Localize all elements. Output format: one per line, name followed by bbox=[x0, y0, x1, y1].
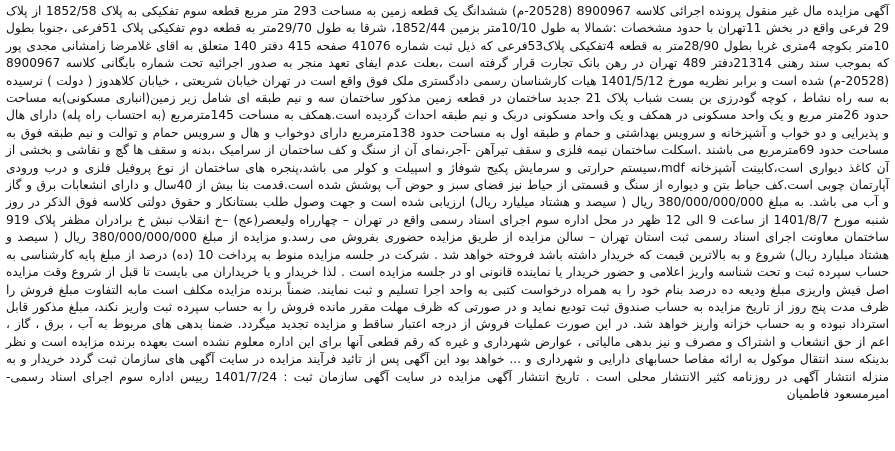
notice-body-text: آگهی مزایده مال غیر منقول پرونده اجرائی کلاسه 8900967 (20528-م) ششدانگ یک قطعه زمین به مساحت 293 متر مربع قطعه سوم تفکیکی به پلاک 1852/58 از پلاک 29 فرعی واقع در بخش 11تهران با حدود مشخصات :شمالا به طول 10/10متر بزمین 1852/44، شرقا به طول 29/70متر به قطعه دوم تفکیکی پلاک 51فرعی ،جنوبا بطول 10متر بکوچه 4متری غربا بطول 28/90متر به قطعه 4تفکیکی پلاک53فرعی که ذیل ثبت شماره 41076 صفحه 415 دفتر 140 متعلق به اقای غلامرضا زامشانی مجدی پور که بموجب سند رهنی 21314دفتر 489 تهران در رهن بانک تجارت قرار گرفته است ،بعلت عدم ایفای تعهد منجر به صدور اجرائیه تحت شماره بایگانی کلاسه 8900967 (20528-م) شده است و برابر نظریه مورخ 1401/5/12 هیات کارشناسان رسمی دادگستری ملک فوق واقع است در تهران خیابان شریعتی ، خیابان کلاهدوز ( دولت ) نرسیده به سه راه نشاط ، کوچه گودرزی بن بست شباب پلاک 21 جدید ساختمان در قطعه زمین مذکور ساختمان سه و نیم طبقه ای شامل زیر زمین(انباری مسکونی)به مساحت حدود 26متر مربع و یک واحد مسکونی در همکف و یک واحد مسکونی دربک و نیم طبقه احداث گردیده است.همکف به مساحت 145مترمربع (به احتساب راه پله) دارای هال و پذیرایی و دو خواب و آشپزخانه و سرویس بهداشتی و حمام و طبقه اول به مساحت حدود 138مترمربع دارای دوخواب و هال و سرویس حمام و توالت و نیم طبقه فوق به مساحت حدود 69مترمربع می باشند .اسکلت ساختمان نیمه فلزی و سقف تیرآهن -آجر،نمای آن از سنگ و کف ساختمان از سرامیک ،بدنه و سقف ها گچ و نقاشی و بخشی از آن کاغذ دیواری است،کابینت آشپزخانه mdf،سیستم حرارتی و سرمایش پکیج شوفاژ و اسپیلت و کولر می باشد،پنجره های ساختمان از نوع پروفیل فلزی و درب ورودی آپارتمان چوبی است.کف حیاط بتن و دیواره از سنگ و قسمتی از حیاط نیز فضای سبز و حوض آب پوشش شده است.قدمت بنا بیش از 40سال و دارای انشعابات برق و گاز و آب می باشد. به مبلغ 380/000/000/000 ریال ( سیصد و هشتاد میلیارد ریال) ارزیابی شده است و جهت وصول طلب بستانکار و حقوق دولتی کلاسه فوق الذکر در روز شنبه مورخ 1401/8/7 از ساعت 9 الی 12 ظهر در محل اداره سوم اجرای اسناد رسمی واقع در تهران – چهارراه ولیعصر(عج) –خ انقلاب نبش خ برادران مظفر پلاک 919 ساختمان معاونت اجرای اسناد رسمی ثبت استان تهران – سالن مزایده از طریق مزایده حضوری بفروش می رسد.و مزایده از مبلغ 380/000/000/000 ریال ( سیصد و هشتاد میلیارد ریال) شروع و به بالاترین قیمت که خریدار داشته باشد فروخته خواهد شد . شرکت در جلسه مزایده منوط به پرداخت 10 (ده) درصد از مبلغ پایه کارشناسی به حساب سپرده ثبت و تحت شناسه واریز اعلامی و حضور خریدار یا نماینده قانونی او در جلسه مزایده است . لذا خریدار و یا خریداران می بایست تا قبل از شروع وقت مزایده اصل فیش واریزی مبلغ ودیعه ده درصد بنام خود را به همراه درخواست کتبی به واحد اجرا تسلیم و ثبت نمایند. ضمناً برنده مزایده مکلف است مابه التفاوت مبلغ فروش را ظرف مدت پنج روز از تاریخ مزایده به حساب صندوق ثبت توديع نمايد و در صورتی که ظرف مهلت مقرر مانده فروش را به حساب سپرده ثبت واریز نکند، مبلغ مذکور قابل استرداد نبوده و به حساب خزانه واریز خواهد شد. در این صورت عملیات فروش از درجه اعتبار ساقط و مزایده تجدید میگردد. ضمنا بدهی های مربوط به آب ، برق ، گاز ، اعم از حق انشعاب و اشتراک و مصرف و نیز بدهی مالیاتی ، عوارض شهرداری و غیره که رقم قطعی آنها برای این اداره معلوم نشده است بعهده برنده مزایده است و نظر بدینکه سند انتقال موکول به ارائه مفاصا حسابهای دارایی و شهرداری و ... خواهد بود این آگهی پس از تائید فرآیند مزایده در سایت آگهی های سازمان ثبت گردد خریدار و به منزله انتشار آگهی در روزنامه کثیر الانتشار محلی است . تاریخ انتشار آگهی مزایده در سایت آگهی سازمان ثبت : 1401/7/24 رییس اداره سوم اجرای اسناد رسمی- امیرمسعود فاطمیان bbox=[6, 4, 890, 401]
